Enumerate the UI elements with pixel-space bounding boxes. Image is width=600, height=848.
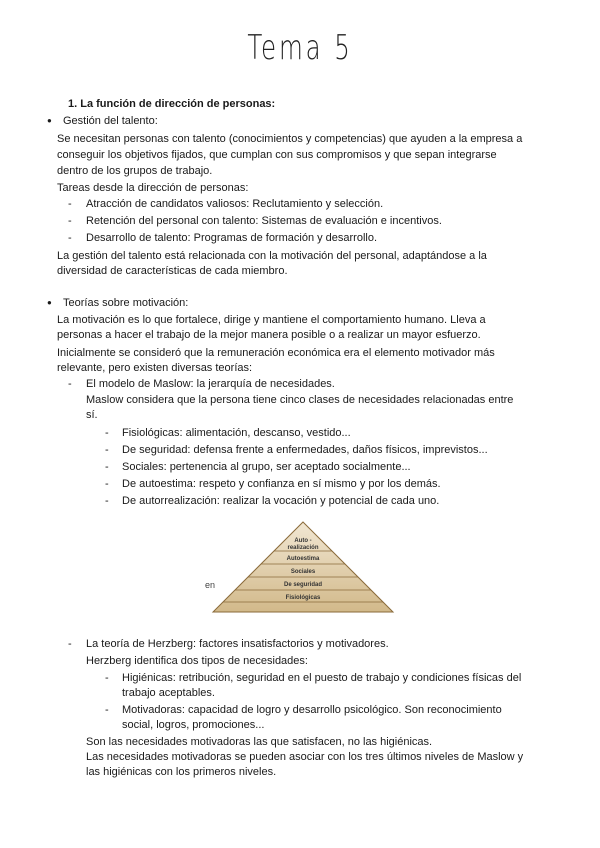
maslow-item: De seguridad: defensa frente a enfermedades, daños físicos, imprevistos... bbox=[122, 444, 488, 456]
pyramid-level-label: Autoestima bbox=[286, 556, 320, 562]
herzberg-intro: Herzberg identifica dos tipos de necesidades: bbox=[86, 655, 308, 667]
maslow-intro-line: sí. bbox=[86, 409, 98, 421]
tarea-item: Retención del personal con talento: Sistemas de evaluación e incentivos. bbox=[86, 215, 442, 227]
dash-icon: - bbox=[105, 461, 109, 473]
tareas-label: Tareas desde la dirección de personas: bbox=[57, 182, 249, 194]
teorias-label: Teorías sobre motivación: bbox=[63, 297, 189, 309]
gestion-p1-line: conseguir los objetivos fijados, que cumplan con sus compromisos y que sepan integrarse bbox=[57, 149, 497, 161]
page-title: Tema 5 bbox=[247, 28, 353, 68]
bullet-icon: ● bbox=[47, 298, 52, 307]
teorias-p2-line: Inicialmente se consideró que la remuneración económica era el elemento motivador más bbox=[57, 347, 495, 359]
tarea-item: Atracción de candidatos valiosos: Reclutamiento y selección. bbox=[86, 198, 384, 210]
herzberg-outro-line: las higiénicas con los primeros niveles. bbox=[86, 766, 277, 778]
dash-icon: - bbox=[105, 495, 109, 507]
dash-icon: - bbox=[105, 704, 109, 716]
dash-icon: - bbox=[105, 672, 109, 684]
dash-icon: - bbox=[68, 232, 72, 244]
gestion-p2-line: diversidad de características de cada miembro. bbox=[57, 265, 288, 277]
pyramid-level-label: realización bbox=[287, 545, 319, 551]
maslow-title: El modelo de Maslow: la jerarquía de necesidades. bbox=[86, 378, 335, 390]
teorias-p2-line: relevante, pero existen diversas teorías: bbox=[57, 362, 253, 374]
maslow-item: Sociales: pertenencia al grupo, ser aceptado socialmente... bbox=[122, 461, 411, 473]
bullet-icon: ● bbox=[47, 116, 52, 125]
dash-icon: - bbox=[105, 478, 109, 490]
gestion-p1-line: Se necesitan personas con talento (conocimientos y competencias) que ayuden a la empresa a bbox=[57, 133, 523, 145]
herzberg-outro-line: Las necesidades motivadoras se pueden asociar con los tres últimos niveles de Maslow y bbox=[86, 751, 524, 763]
maslow-item: Fisiológicas: alimentación, descanso, vestido... bbox=[122, 427, 351, 439]
herzberg-outro-line: Son las necesidades motivadoras las que satisfacen, no las higiénicas. bbox=[86, 736, 433, 748]
teorias-p1-line: La motivación es lo que fortalece, dirige y mantiene el comportamiento humano. Lleva a bbox=[57, 314, 486, 326]
dash-icon: - bbox=[105, 427, 109, 439]
maslow-intro-line: Maslow considera que la persona tiene cinco clases de necesidades relacionadas entre bbox=[86, 394, 514, 406]
gestion-p2-line: La gestión del talento está relacionada con la motivación del personal, adaptándose a la bbox=[57, 250, 487, 262]
tarea-item: Desarrollo de talento: Programas de formación y desarrollo. bbox=[86, 232, 378, 244]
pyramid-level-label: Fisiológicas bbox=[285, 595, 321, 601]
gestion-p1-line: dentro de los grupos de trabajo. bbox=[57, 165, 213, 177]
dash-icon: - bbox=[68, 198, 72, 210]
section-heading: 1. La función de dirección de personas: bbox=[68, 98, 276, 110]
herzberg-item-line: Motivadoras: capacidad de logro y desarrollo psicológico. Son reconocimiento bbox=[122, 704, 502, 716]
pyramid-side-label: en bbox=[205, 580, 216, 590]
dash-icon: - bbox=[68, 378, 72, 390]
dash-icon: - bbox=[68, 215, 72, 227]
maslow-item: De autoestima: respeto y confianza en sí mismo y por los demás. bbox=[122, 478, 441, 490]
teorias-p1-line: personas a hacer el trabajo de la mejor manera posible o a realizar un mayor esfuerzo. bbox=[57, 329, 481, 341]
maslow-item: De autorrealización: realizar la vocación y potencial de cada uno. bbox=[122, 495, 440, 507]
pyramid-level-label: Auto - bbox=[294, 538, 312, 544]
herzberg-item-line: Higiénicas: retribución, seguridad en el puesto de trabajo y condiciones físicas del bbox=[122, 672, 522, 684]
herzberg-title: La teoría de Herzberg: factores insatisfactorios y motivadores. bbox=[86, 638, 389, 650]
herzberg-item-line: trabajo aceptables. bbox=[122, 687, 215, 699]
pyramid-level-label: De seguridad bbox=[283, 582, 323, 588]
herzberg-item-line: social, logros, promociones... bbox=[122, 719, 265, 731]
dash-icon: - bbox=[105, 444, 109, 456]
gestion-label: Gestión del talento: bbox=[63, 115, 158, 127]
maslow-pyramid bbox=[203, 520, 403, 616]
dash-icon: - bbox=[68, 638, 72, 650]
pyramid-level-label: Sociales bbox=[290, 569, 316, 575]
